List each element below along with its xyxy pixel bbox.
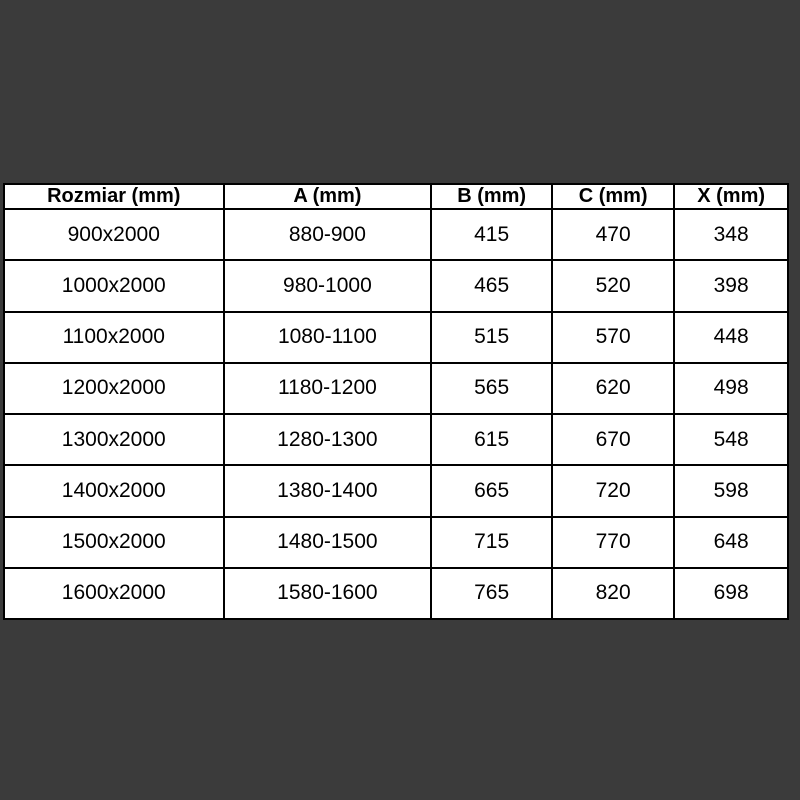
table-cell: 715	[431, 517, 552, 568]
table-row	[4, 312, 788, 363]
table-cell: 565	[431, 363, 552, 414]
size-table	[3, 183, 789, 620]
table-cell: 820	[552, 568, 674, 619]
table-cell: 770	[552, 517, 674, 568]
table-cell: 720	[552, 465, 674, 516]
column-header-4: X (mm)	[674, 184, 788, 209]
table-cell: 1400x2000	[4, 465, 224, 516]
table-cell: 348	[674, 209, 788, 260]
table-cell: 415	[431, 209, 552, 260]
size-table-container	[3, 183, 789, 620]
table-cell: 670	[552, 414, 674, 465]
table-cell: 980-1000	[224, 260, 432, 311]
table-row	[4, 517, 788, 568]
table-row	[4, 260, 788, 311]
table-cell: 1300x2000	[4, 414, 224, 465]
table-cell: 900x2000	[4, 209, 224, 260]
table-cell: 1600x2000	[4, 568, 224, 619]
table-cell: 665	[431, 465, 552, 516]
table-cell: 1500x2000	[4, 517, 224, 568]
table-cell: 520	[552, 260, 674, 311]
table-cell: 620	[552, 363, 674, 414]
table-row	[4, 209, 788, 260]
table-cell: 615	[431, 414, 552, 465]
table-cell: 1000x2000	[4, 260, 224, 311]
column-header-2: B (mm)	[431, 184, 552, 209]
table-row	[4, 414, 788, 465]
column-header-1: A (mm)	[224, 184, 432, 209]
table-cell: 765	[431, 568, 552, 619]
table-cell: 1200x2000	[4, 363, 224, 414]
table-cell: 1100x2000	[4, 312, 224, 363]
table-row	[4, 465, 788, 516]
table-cell: 1280-1300	[224, 414, 432, 465]
table-cell: 470	[552, 209, 674, 260]
table-cell: 598	[674, 465, 788, 516]
column-header-3: C (mm)	[552, 184, 674, 209]
table-cell: 1180-1200	[224, 363, 432, 414]
table-header-row	[4, 184, 788, 209]
table-cell: 1580-1600	[224, 568, 432, 619]
table-cell: 648	[674, 517, 788, 568]
table-cell: 570	[552, 312, 674, 363]
table-cell: 448	[674, 312, 788, 363]
table-row	[4, 363, 788, 414]
table-cell: 1380-1400	[224, 465, 432, 516]
table-cell: 465	[431, 260, 552, 311]
table-cell: 698	[674, 568, 788, 619]
table-cell: 1480-1500	[224, 517, 432, 568]
table-cell: 1080-1100	[224, 312, 432, 363]
table-cell: 398	[674, 260, 788, 311]
table-cell: 880-900	[224, 209, 432, 260]
table-cell: 515	[431, 312, 552, 363]
table-row	[4, 568, 788, 619]
table-cell: 498	[674, 363, 788, 414]
column-header-0: Rozmiar (mm)	[4, 184, 224, 209]
table-cell: 548	[674, 414, 788, 465]
